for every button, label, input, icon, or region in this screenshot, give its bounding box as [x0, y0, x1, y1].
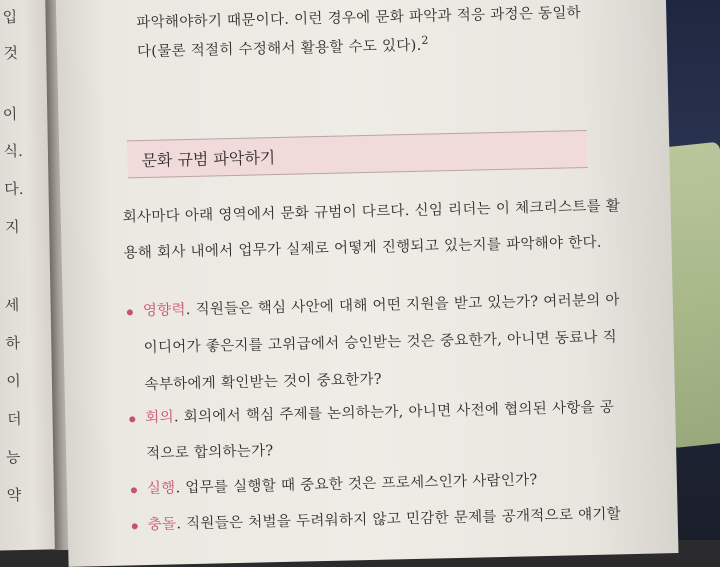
- left-page-char: 능: [5, 448, 21, 467]
- list-item-term: 충돌: [147, 516, 177, 534]
- intro-line-2: [137, 34, 429, 62]
- bullet-dot: [127, 309, 133, 315]
- list-item-line: 적으로 합의하는가?: [145, 443, 274, 463]
- left-page-char: 하: [5, 334, 21, 353]
- list-item-line: [145, 395, 614, 427]
- list-item-text: . 업무를 실행할 때 중요한 것은 프로세스인가 사람인가?: [175, 472, 538, 497]
- left-page-char: 이: [6, 372, 22, 391]
- list-item-term: 실행: [146, 480, 176, 498]
- list-item-line: [147, 502, 621, 534]
- list-item-term: 회의: [145, 409, 175, 427]
- intro-line-1: 파악해야하기 때문이다. 이런 경우에 문화 파악과 적응 과정은 동일하: [136, 5, 582, 32]
- body-line-2: 용해 회사 내에서 업무가 실제로 어떻게 진행되고 있는지를 파악해야 한다.: [123, 234, 602, 262]
- list-item-line: [147, 468, 538, 498]
- left-page-char: 입: [2, 8, 18, 27]
- left-page-char: 것: [3, 43, 19, 63]
- list-item-text: . 회의에서 핵심 주제를 논의하는가, 아니면 사전에 협의된 사항을 공: [173, 399, 615, 426]
- list-item-line: 이디어가 좋은지를 고위급에서 승인받는 것은 중요한가, 아니면 동료나 직: [143, 329, 618, 357]
- list-item-term: 영향력: [142, 302, 186, 320]
- list-item-text: . 직원들은 처벌을 두려워하지 않고 민감한 문제를 공개적으로 얘기할: [176, 506, 622, 533]
- left-page-char: 식.: [3, 141, 23, 161]
- footnote-marker: 2: [421, 33, 429, 47]
- left-page-char: 더: [6, 410, 22, 429]
- left-page-char: 지: [4, 218, 20, 237]
- left-page-char: 약: [6, 486, 22, 505]
- list-item-line: [143, 288, 620, 320]
- left-page-char: 세: [4, 296, 20, 315]
- list-item-line: 속부하에게 확인받는 것이 중요한가?: [144, 371, 383, 394]
- bullet-dot: [132, 523, 138, 529]
- intro-line-2-text: 다(물론 적절히 수정해서 활용할 수도 있다).: [136, 37, 422, 61]
- book-page: [55, 0, 678, 567]
- body-line-1: 회사마다 아래 영역에서 문화 규범이 다르다. 신임 리더는 이 체크리스트를 활: [122, 198, 621, 226]
- bullet-dot: [129, 416, 135, 422]
- section-heading-band: [127, 130, 588, 178]
- left-page-char: 이: [2, 105, 18, 124]
- list-item-text: . 직원들은 핵심 사안에 대해 어떤 지원을 받고 있는가? 여러분의 아: [185, 292, 620, 319]
- bullet-dot: [131, 487, 137, 493]
- left-page-char: 다.: [4, 179, 24, 199]
- section-title: 문화 규범 파악하기: [141, 148, 276, 171]
